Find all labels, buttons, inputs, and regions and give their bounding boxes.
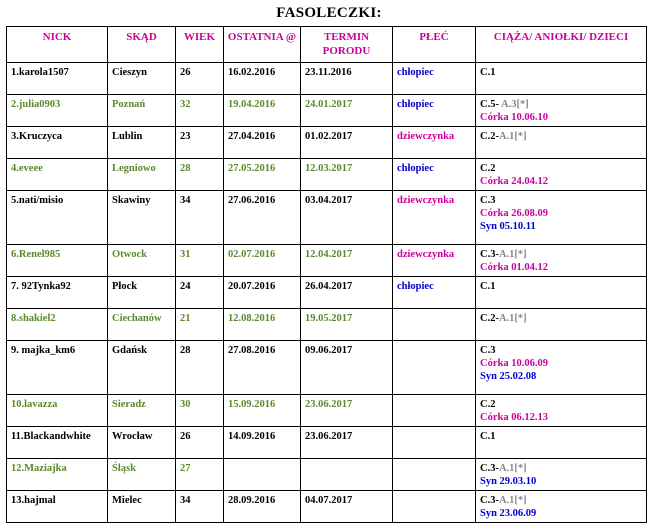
cell-wiek: 26 [176,63,224,95]
cell-wiek: 28 [176,341,224,395]
cell-nick: 4.eveee [7,159,108,191]
cell-plec [393,459,476,491]
table-row [7,341,647,395]
cell-ciaza [476,191,647,245]
cell-ciaza [476,491,647,523]
cell-nick: 8.shakiel2 [7,309,108,341]
angel-count: A.3[*] [501,99,529,110]
angel-count: A.1[*] [498,131,527,142]
pregnancy-count: C.3- [480,495,499,506]
cell-sklad: Sieradz [108,395,176,427]
table-row [7,395,647,427]
cell-nick: 2.julia0903 [7,95,108,127]
cell-sklad: Płock [108,277,176,309]
child-entry: Syn 05.10.11 [480,221,536,232]
cell-ciaza [476,395,647,427]
pregnancy-count: C.1 [480,281,496,292]
cell-ciaza [476,63,647,95]
cell-nick: 7. 92Tynka92 [7,277,108,309]
cell-ostatnia: 16.02.2016 [224,63,301,95]
cell-plec [393,491,476,523]
cell-ciaza [476,427,647,459]
cell-sklad: Gdańsk [108,341,176,395]
table-row [7,491,647,523]
header-wiek: WIEK [176,27,224,63]
table-row [7,245,647,277]
table-row [7,459,647,491]
pregnancy-count: C.5- [480,99,501,110]
cell-plec [393,309,476,341]
page-title: FASOLECZKI: [276,5,382,21]
pregnancy-count: C.2- [480,131,499,142]
child-entry: Córka 01.04.12 [480,262,548,273]
pregnancy-count: C.1 [480,67,496,78]
cell-wiek: 28 [176,159,224,191]
cell-wiek: 30 [176,395,224,427]
pregnancy-count: C.3 [480,345,496,356]
cell-ostatnia: 27.05.2016 [224,159,301,191]
cell-nick: 1.karola1507 [7,63,108,95]
cell-ostatnia: 12.08.2016 [224,309,301,341]
child-entry: Córka 10.06.09 [480,358,548,369]
cell-ciaza [476,277,647,309]
child-entry: Córka 06.12.13 [480,412,548,423]
angel-count: A.1[*] [498,313,527,324]
child-entry: Syn 29.03.10 [480,476,537,487]
header-termin: TERMIN PORODU [301,27,393,63]
cell-ciaza [476,159,647,191]
pregnancy-count: C.2 [480,163,496,174]
angel-count: A.1[*] [498,249,527,260]
table-row [7,127,647,159]
cell-wiek: 34 [176,191,224,245]
cell-wiek: 31 [176,245,224,277]
cell-plec [393,341,476,395]
cell-sklad: Cieszyn [108,63,176,95]
pregnancy-count: C.1 [480,431,496,442]
angel-count: A.1[*] [498,463,527,474]
cell-sklad: Otwock [108,245,176,277]
cell-termin: 12.03.2017 [301,159,393,191]
cell-nick: 12.Maziajka [7,459,108,491]
header-ciaza: CIĄŻA/ ANIOŁKI/ DZIECI [476,27,647,63]
cell-ostatnia: 14.09.2016 [224,427,301,459]
cell-ostatnia: 20.07.2016 [224,277,301,309]
pregnancy-count: C.3- [480,463,499,474]
cell-termin: 12.04.2017 [301,245,393,277]
cell-ostatnia [224,459,301,491]
table-row [7,191,647,245]
cell-wiek: 23 [176,127,224,159]
cell-termin: 23.11.2016 [301,63,393,95]
cell-ciaza [476,341,647,395]
cell-plec: chłopiec [393,159,476,191]
cell-nick: 9. majka_km6 [7,341,108,395]
cell-nick: 3.Kruczyca [7,127,108,159]
cell-plec: chłopiec [393,95,476,127]
child-entry: Syn 25.02.08 [480,371,537,382]
child-entry: Córka 26.08.09 [480,208,548,219]
table-row [7,309,647,341]
cell-sklad: Wrocław [108,427,176,459]
cell-termin: 09.06.2017 [301,341,393,395]
cell-wiek: 24 [176,277,224,309]
cell-ostatnia: 28.09.2016 [224,491,301,523]
cell-plec [393,427,476,459]
cell-nick: 13.hajmal [7,491,108,523]
cell-ciaza [476,95,647,127]
cell-plec: dziewczynka [393,191,476,245]
cell-ostatnia: 27.08.2016 [224,341,301,395]
cell-sklad: Skawiny [108,191,176,245]
cell-nick: 10.lavazza [7,395,108,427]
cell-nick: 5.nati/misio [7,191,108,245]
cell-ciaza [476,309,647,341]
cell-sklad: Mielec [108,491,176,523]
cell-ostatnia: 02.07.2016 [224,245,301,277]
table-row [7,427,647,459]
child-entry: Córka 24.04.12 [480,176,548,187]
cell-sklad: Śląsk [108,459,176,491]
cell-termin: 24.01.2017 [301,95,393,127]
cell-termin: 26.04.2017 [301,277,393,309]
header-sklad: SKĄD [108,27,176,63]
table-row [7,159,647,191]
angel-count: A.1[*] [498,495,527,506]
table-row [7,63,647,95]
table-row [7,95,647,127]
header-plec: PŁEĆ [393,27,476,63]
cell-termin [301,459,393,491]
cell-sklad: Ciechanów [108,309,176,341]
cell-termin: 19.05.2017 [301,309,393,341]
child-entry: Syn 23.06.09 [480,508,537,519]
cell-ciaza [476,245,647,277]
cell-plec: chłopiec [393,63,476,95]
cell-ostatnia: 27.06.2016 [224,191,301,245]
cell-termin: 01.02.2017 [301,127,393,159]
header-row [7,27,647,63]
cell-wiek: 21 [176,309,224,341]
cell-termin: 23.06.2017 [301,427,393,459]
cell-nick: 11.Blackandwhite [7,427,108,459]
cell-wiek: 34 [176,491,224,523]
cell-wiek: 32 [176,95,224,127]
cell-wiek: 27 [176,459,224,491]
cell-ostatnia: 27.04.2016 [224,127,301,159]
cell-ciaza [476,459,647,491]
cell-plec [393,395,476,427]
cell-wiek: 26 [176,427,224,459]
table-row [7,277,647,309]
cell-sklad: Poznań [108,95,176,127]
pregnancy-count: C.3 [480,195,496,206]
pregnancy-count: C.2 [480,399,496,410]
cell-plec: dziewczynka [393,127,476,159]
cell-nick: 6.Renel985 [7,245,108,277]
cell-sklad: Lublin [108,127,176,159]
header-ostatnia: OSTATNIA @ [224,27,301,63]
cell-termin: 23.06.2017 [301,395,393,427]
cell-sklad: Legniowo [108,159,176,191]
cell-termin: 04.07.2017 [301,491,393,523]
cell-termin: 03.04.2017 [301,191,393,245]
pregnancy-count: C.2- [480,313,499,324]
cell-plec: dziewczynka [393,245,476,277]
pregnancy-count: C.3- [480,249,499,260]
cell-ciaza [476,127,647,159]
cell-ostatnia: 15.09.2016 [224,395,301,427]
child-entry: Córka 10.06.10 [480,112,548,123]
members-table [6,26,647,523]
cell-plec: chłopiec [393,277,476,309]
cell-ostatnia: 19.04.2016 [224,95,301,127]
header-nick: NICK [7,27,108,63]
